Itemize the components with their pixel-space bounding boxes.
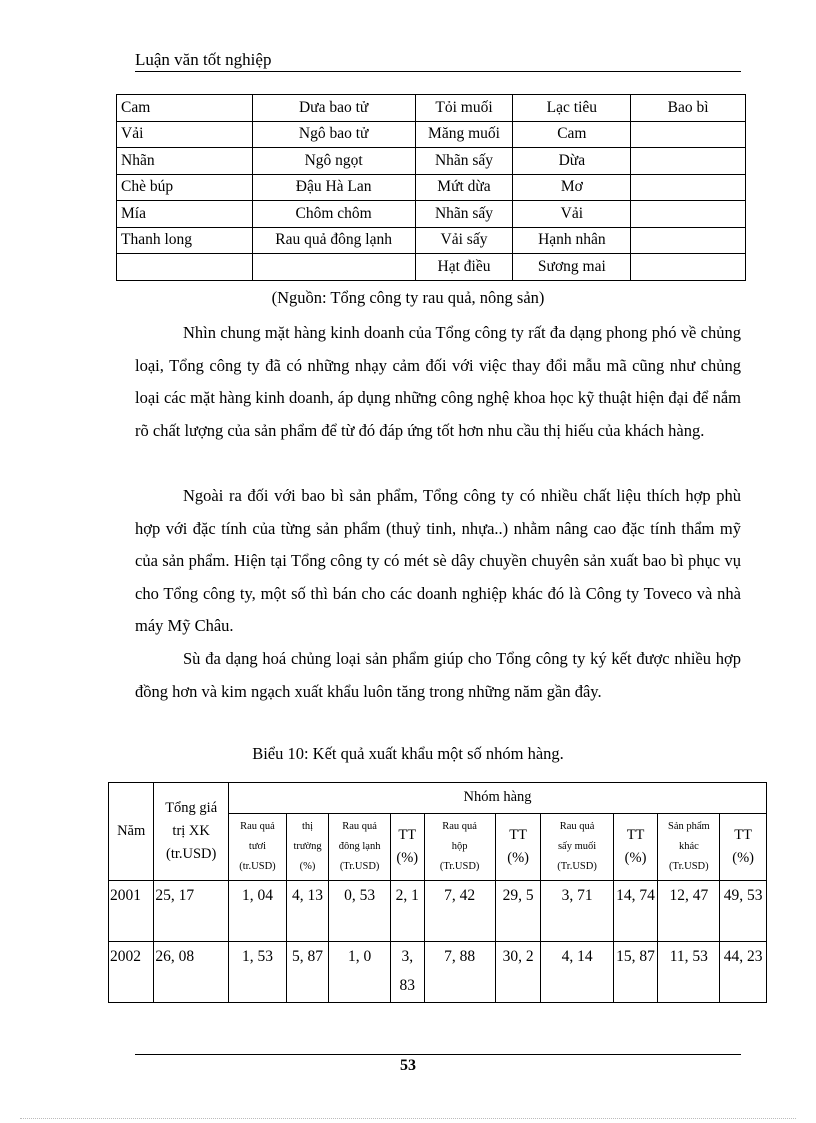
table1-row — [117, 227, 746, 254]
header-line: Rau quả — [559, 821, 595, 833]
value-cell: 1, 04 — [229, 881, 287, 942]
header-line: (%) — [396, 850, 419, 866]
value-cell: 4, 13 — [286, 881, 328, 942]
header-line: TT — [509, 826, 527, 843]
table1-cell — [117, 254, 253, 281]
header-line: Rau quả — [342, 821, 377, 833]
header-line: khác — [678, 841, 699, 853]
value-cell: 44, 23 — [720, 942, 767, 1003]
subheader-cell — [495, 814, 541, 881]
table1-cell: Bao bì — [631, 95, 746, 122]
table1-cell — [631, 254, 746, 281]
value-cell: 15, 87 — [613, 942, 658, 1003]
table1-cell: Mía — [117, 201, 253, 228]
table2-caption: Biểu 10: Kết quả xuất khẩu một số nhóm hàng. — [252, 744, 564, 763]
subheader-cell — [541, 814, 613, 881]
footer-rule — [135, 1054, 741, 1055]
table1-cell: Chôm chôm — [252, 201, 415, 228]
header-line: Rau quả — [240, 821, 275, 833]
subheader-cell — [229, 814, 287, 881]
value-cell: 7, 88 — [424, 942, 495, 1003]
value-cell: 14, 74 — [613, 881, 658, 942]
table1-cell: Thanh long — [117, 227, 253, 254]
header-line: Rau quả — [442, 821, 477, 833]
subheader-cell — [720, 814, 767, 881]
paragraph-1: Nhìn chung mặt hàng kinh doanh của Tổng công ty rất đa dạng phong phó về chủng loại, Tổng công ty đã có những nhạy cảm đối với việc thay đổi mẫu mã cũng như chủng loại các mặt hàng kinh doanh, áp dụng những công nghệ khoa học kỹ thuật hiện đại để nắm rõ chất lượng của sản phẩm để từ đó đáp ứng tốt hơn nhu cầu thị hiếu của khách hàng. — [135, 323, 741, 440]
value-cell: 1, 0 — [329, 942, 391, 1003]
header-line: (%) — [732, 850, 754, 866]
table1-cell: Cam — [513, 121, 631, 148]
table1-cell: Dưa bao tử — [252, 95, 415, 122]
page-edge-dotted-line — [20, 1118, 796, 1119]
table1-cell: Lạc tiêu — [513, 95, 631, 122]
table1-cell: Hạnh nhân — [513, 227, 631, 254]
subheader-cell — [658, 814, 720, 881]
table2-header-row — [109, 783, 767, 814]
table1-cell: Sương mai — [513, 254, 631, 281]
value-cell: 12, 47 — [658, 881, 720, 942]
table1-row — [117, 95, 746, 122]
table1-cell: Chè búp — [117, 174, 253, 201]
value-cell: 3, 71 — [541, 881, 613, 942]
paragraph-3: Sù đa dạng hoá chủng loại sản phẩm giúp cho Tổng công ty ký kết được nhiều hợp đồng hơn và kim ngạch xuất khẩu luôn tăng trong những năm gần đây. — [135, 649, 741, 701]
header-line: (%) — [507, 850, 529, 866]
header-line: (Tr.USD) — [339, 860, 380, 872]
table1-cell: Cam — [117, 95, 253, 122]
table1-cell: Nhãn — [117, 148, 253, 175]
table1-cell: Hạt điều — [415, 254, 513, 281]
export-results-table — [108, 782, 767, 1003]
table1-cell: Mơ — [513, 174, 631, 201]
year-column-header: Năm — [109, 783, 154, 881]
header-line: TT — [626, 826, 645, 843]
value-cell: 11, 53 — [658, 942, 720, 1003]
table1-cell — [252, 254, 415, 281]
table1-row — [117, 148, 746, 175]
table1-cell: Ngô bao tử — [252, 121, 415, 148]
subheader-cell — [424, 814, 495, 881]
subheader-cell — [613, 814, 658, 881]
header-line: sấy muối — [557, 841, 597, 853]
table1-row — [117, 174, 746, 201]
table1-cell — [631, 227, 746, 254]
value-cell: 1, 53 — [229, 942, 287, 1003]
value-cell: 7, 42 — [424, 881, 495, 942]
value-cell: 5, 87 — [286, 942, 328, 1003]
table1-cell: Dừa — [513, 148, 631, 175]
subheader-cell — [286, 814, 328, 881]
source-note: (Nguồn: Tổng công ty rau quả, nông sản) — [271, 288, 545, 307]
header-line: trường — [293, 841, 322, 853]
product-groups-table — [116, 94, 746, 281]
year-cell: 2001 — [109, 881, 154, 942]
header-line: TT — [398, 826, 417, 843]
header-line: trị XK — [172, 822, 210, 839]
table1-cell: Vải — [513, 201, 631, 228]
table1-cell: Vải — [117, 121, 253, 148]
header-line: (%) — [624, 850, 647, 866]
header-line: Tổng giá — [165, 799, 218, 816]
year-cell: 2002 — [109, 942, 154, 1003]
header-rule — [135, 71, 741, 72]
header-line: (Tr.USD) — [669, 860, 709, 872]
table1-cell — [631, 121, 746, 148]
paragraph-2: Ngoài ra đối với bao bì sản phẩm, Tổng công ty có nhiều chất liệu thích hợp phù hợp với đặc tính của từng sản phẩm (thuỷ tinh, nhựa..) nhằm nâng cao đặc tính thẩm mỹ của sản phẩm. Hiện tại Tổng công ty có mét sè dây chuyền chuyên sản xuất bao bì phục vụ cho Tổng công ty, một số thì bán cho các doanh nghiệp khác đó là Công ty Toveco và nhà máy Mỹ Châu. — [135, 486, 741, 636]
table1-cell: Măng muối — [415, 121, 513, 148]
table1-cell: Nhãn sấy — [415, 201, 513, 228]
total-export-column-header — [154, 783, 229, 881]
table1-cell — [631, 201, 746, 228]
product-group-header: Nhóm hàng — [229, 783, 767, 814]
header-line: (tr.USD) — [165, 846, 217, 863]
header-line: Sản phẩm — [668, 821, 710, 833]
value-cell: 29, 5 — [495, 881, 541, 942]
header-line: thị — [302, 821, 314, 833]
header-line: tươi — [248, 841, 266, 853]
value-cell: 49, 53 — [720, 881, 767, 942]
table1-cell — [631, 174, 746, 201]
table1-cell: Vải sấy — [415, 227, 513, 254]
table1-cell: Mứt dừa — [415, 174, 513, 201]
table1-cell: Rau quả đông lạnh — [252, 227, 415, 254]
table1-row — [117, 121, 746, 148]
table1-cell: Ngô ngọt — [252, 148, 415, 175]
header-line: (tr.USD) — [239, 860, 276, 872]
subheader-cell — [329, 814, 391, 881]
header-line: (%) — [299, 860, 316, 872]
header-line: TT — [734, 826, 752, 843]
total-cell: 26, 08 — [154, 942, 229, 1003]
table1-cell: Đậu Hà Lan — [252, 174, 415, 201]
value-cell: 3, 83 — [391, 942, 424, 1003]
header-line: (Tr.USD) — [439, 860, 480, 872]
table1-cell: Tỏi muối — [415, 95, 513, 122]
value-cell: 2, 1 — [391, 881, 424, 942]
table1-row — [117, 201, 746, 228]
header-line: hộp — [451, 841, 468, 853]
document-header-title: Luận văn tốt nghiệp — [135, 50, 272, 69]
table2-data-row — [109, 881, 767, 942]
value-cell: 4, 14 — [541, 942, 613, 1003]
table1-row — [117, 254, 746, 281]
header-line: đông lạnh — [338, 841, 381, 853]
value-cell: 30, 2 — [495, 942, 541, 1003]
table1-cell — [631, 148, 746, 175]
table2-data-row — [109, 942, 767, 1003]
page-number: 53 — [400, 1057, 416, 1074]
total-cell: 25, 17 — [154, 881, 229, 942]
subheader-cell — [391, 814, 424, 881]
table1-cell: Nhãn sấy — [415, 148, 513, 175]
header-line: (Tr.USD) — [557, 860, 597, 872]
value-cell: 0, 53 — [329, 881, 391, 942]
